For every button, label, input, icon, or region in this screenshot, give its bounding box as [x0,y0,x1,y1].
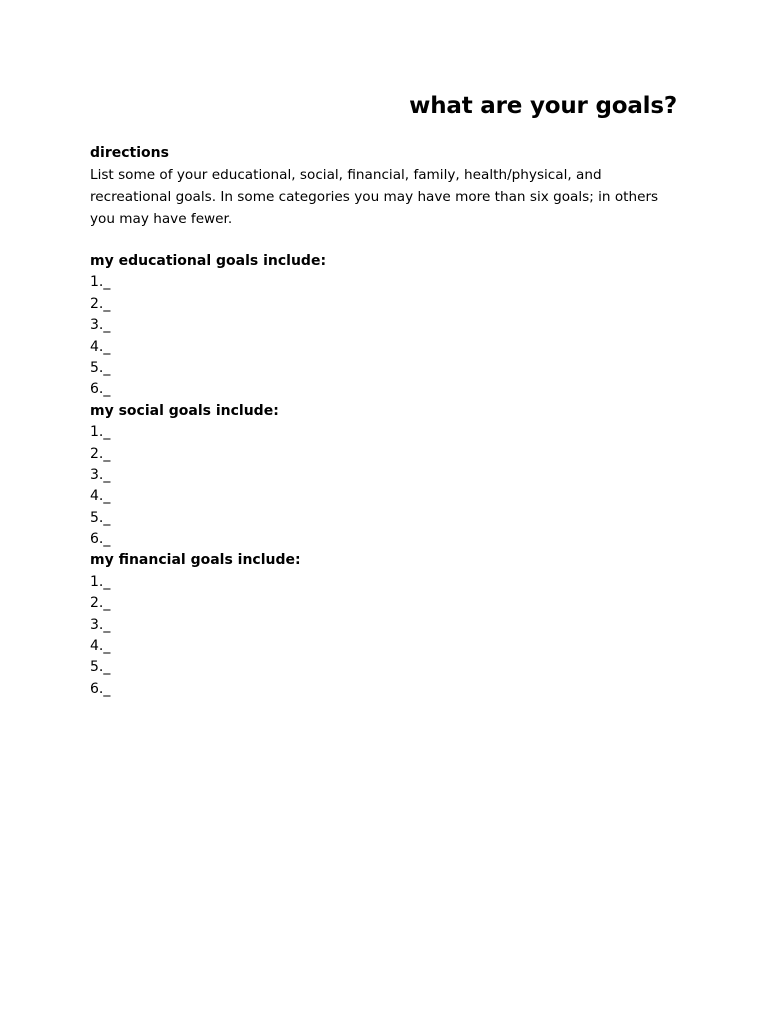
social-goal-2: 2._ [90,445,111,462]
financial-goals-heading: my financial goals include: [90,552,301,569]
spacer [90,230,690,251]
financial-goal-6: 6._ [90,680,111,697]
educational-goal-4: 4._ [90,338,111,355]
financial-goals-section [90,550,690,700]
directions-text: List some of your educational, social, financial, family, health/physical, and recreational goals. In some categories you may have more than six goals; in others you may have fewer. [90,167,659,227]
social-goal-3: 3._ [90,466,111,483]
educational-goals-section [90,251,690,401]
educational-goal-3: 3._ [90,317,111,334]
directions-heading: directions [90,145,169,161]
social-goal-6: 6._ [90,531,111,548]
educational-goals-heading: my educational goals include: [90,253,327,269]
educational-goal-5: 5._ [90,359,111,376]
financial-goal-5: 5._ [90,659,111,676]
financial-goal-1: 1._ [90,573,111,590]
financial-goal-3: 3._ [90,616,111,633]
educational-goal-1: 1._ [90,274,111,291]
educational-goal-2: 2._ [90,295,111,312]
worksheet-content [90,143,690,700]
social-goals-section [90,401,690,551]
financial-goal-2: 2._ [90,595,111,612]
worksheet-page: what are your goals? directions List some of your educational, social, financial, family, health/physical, and recreational goals. In some categories you may have more than six goals; in others you may have fewer. my educational goals include: 1._ 2._ 3._ 4._ 5._ 6._ my social goals include: 1._ 2._ 3._ 4._ 5._ 6._ my financial goals include: 1._ 2._ 3._ 4._ 5._ 6._ [0,0,768,1024]
social-goal-4: 4._ [90,488,111,505]
educational-goal-6: 6._ [90,381,111,398]
financial-goal-4: 4._ [90,638,111,655]
social-goal-5: 5._ [90,509,111,526]
social-goals-heading: my social goals include: [90,402,279,419]
social-goal-1: 1._ [90,424,111,441]
